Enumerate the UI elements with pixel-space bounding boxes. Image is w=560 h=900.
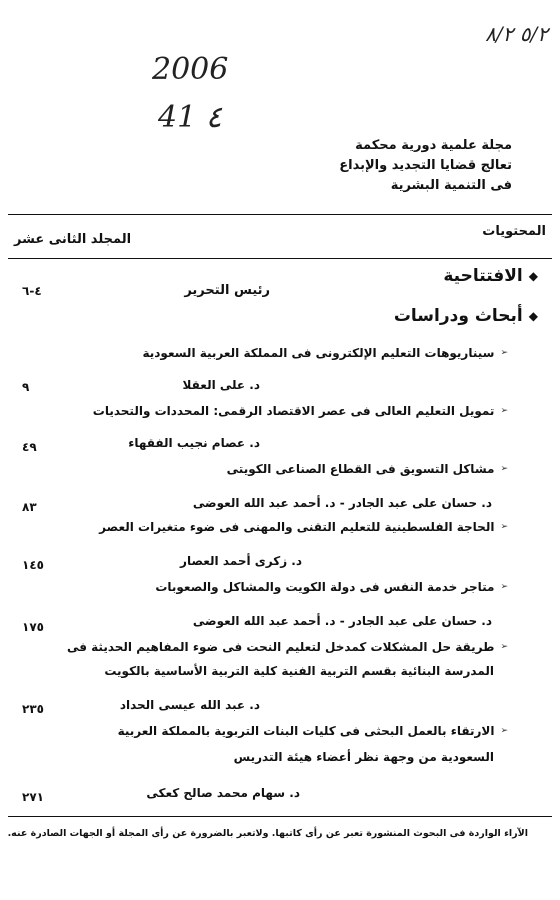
arrow-bullet-icon: ➢: [500, 726, 508, 736]
article-author: د. زكرى أحمد العصار: [180, 554, 302, 568]
footnote: الآراء الواردة فى البحوث المنشورة تعبر عن رأى كاتبها. ولاتعبر بالضرورة عن رأى المجلة أو الجهات الصادرة عنه.: [7, 828, 528, 839]
editorial-label: الافتتاحية: [443, 266, 523, 286]
handwritten-issue: 41 ٤: [158, 100, 222, 135]
article-title: طريقة حل المشكلات كمدخل لتعليم النحت فى ضوء المفاهيم الحديثة فى: [66, 640, 495, 654]
article-entry: [93, 404, 508, 418]
arrow-bullet-icon: ➢: [500, 522, 508, 532]
arrow-bullet-icon: ➢: [500, 642, 508, 652]
editorial-author: رئيس التحرير: [184, 283, 270, 298]
journal-line-3: فى التنمية البشرية: [390, 178, 512, 193]
article-page: ١٧٥: [22, 620, 44, 634]
research-label: أبحاث ودراسات: [393, 306, 523, 326]
article-page: ٢٧١: [22, 790, 44, 804]
article-page: ٤٩: [22, 440, 37, 454]
diamond-bullet-icon: ◆: [528, 309, 538, 323]
article-entry: [118, 724, 508, 738]
article-title: الارتقاء بالعمل البحثى فى كليات البنات التربوية بالمملكة العربية: [117, 724, 495, 738]
footer-rule: [8, 816, 552, 817]
article-author: د. حسان على عبد الجادر - د. أحمد عبد الله العوضى: [192, 614, 492, 628]
article-page: ٨٣: [22, 500, 37, 514]
header-top-rule: [8, 214, 552, 215]
article-author: د. عبد الله عيسى الحداد: [119, 698, 260, 712]
article-page: ٩: [22, 380, 30, 394]
article-entry: [67, 640, 508, 654]
arrow-bullet-icon: ➢: [500, 464, 508, 474]
research-section: [394, 306, 538, 326]
handwritten-year: 2006: [152, 52, 229, 87]
journal-line-2: تعالج قضايا التجديد والإبداع: [339, 158, 512, 173]
article-title: تمويل التعليم العالى فى عصر الاقتصاد الرقمى: المحددات والتحديات: [92, 404, 495, 418]
article-author: د. عصام نجيب الفقهاء: [128, 436, 260, 450]
article-title: الحاجة الفلسطينية للتعليم التقنى والمهنى فى ضوء متغيرات العصر: [99, 520, 495, 534]
article-author: د. على العقلا: [182, 378, 260, 392]
article-title-continued: المدرسة البنائية بقسم التربية الفنية كلية التربية الأساسية بالكويت: [104, 664, 494, 678]
article-entry: [99, 520, 508, 534]
article-title: متاجر خدمة النفس فى دولة الكويت والمشاكل والصعوبات: [155, 580, 495, 594]
arrow-bullet-icon: ➢: [500, 406, 508, 416]
journal-description: [339, 136, 512, 196]
editorial-pages: ٤-٦: [22, 284, 42, 298]
article-title-continued: السعودية من وجهة نظر أعضاء هيئة التدريس: [233, 750, 494, 764]
article-title: مشاكل التسويق فى القطاع الصناعى الكويتى: [226, 462, 495, 476]
arrow-bullet-icon: ➢: [500, 348, 508, 358]
article-entry: [142, 346, 508, 360]
article-entry: [227, 462, 508, 476]
journal-line-1: مجلة علمية دورية محكمة: [355, 138, 512, 153]
article-author: د. سهام محمد صالح كعكى: [146, 786, 300, 800]
header-bottom-rule: [8, 258, 552, 259]
editorial-section: [443, 266, 538, 286]
volume-label: المجلد الثانى عشر: [14, 232, 132, 247]
contents-heading: المحتويات: [482, 224, 546, 239]
article-title: سيناريوهات التعليم الإلكترونى فى المملكة العربية السعودية: [142, 346, 495, 360]
article-page: ١٤٥: [22, 558, 44, 572]
article-entry: [155, 580, 508, 594]
diamond-bullet-icon: ◆: [528, 269, 538, 283]
arrow-bullet-icon: ➢: [500, 582, 508, 592]
article-author: د. حسان على عبد الجادر - د. أحمد عبد الله العوضى: [192, 496, 492, 510]
handwritten-corner-note: ٥/٢ ٨/٢: [485, 22, 548, 46]
article-page: ٢٣٥: [22, 702, 44, 716]
